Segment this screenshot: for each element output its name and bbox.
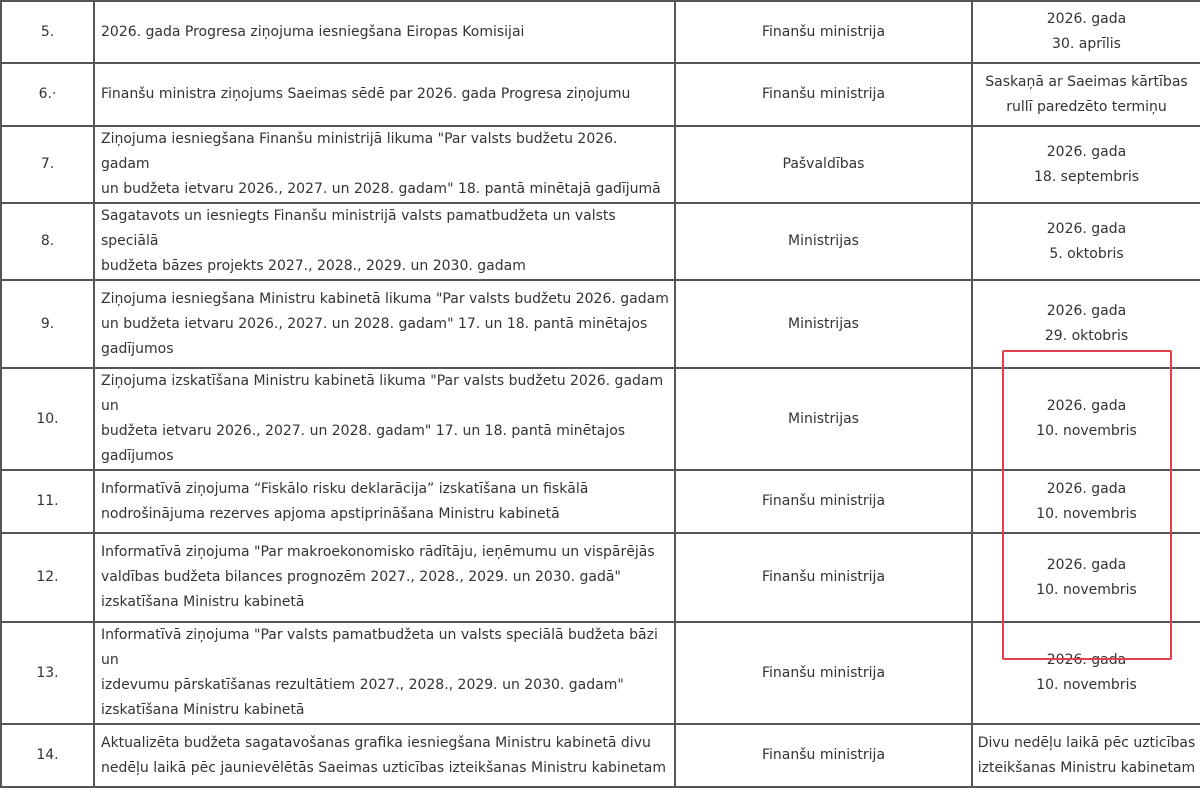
row-responsible: Ministrijas <box>675 368 972 470</box>
deadline-line: 30. aprīlis <box>1052 36 1121 52</box>
description-line: Informatīvā ziņojuma “Fiskālo risku deklarācija” izskatīšana un fiskālā <box>101 480 589 497</box>
description-line: izskatīšana Ministru kabinetā <box>101 702 305 718</box>
description-line: Ziņojuma iesniegšana Finanšu ministrijā likuma "Par valsts budžetu 2026. gadam <box>101 131 618 172</box>
description-line: un budžeta ietvaru 2026., 2027. un 2028. gadam" 17. un 18. pantā minētajos <box>101 315 648 332</box>
row-deadline <box>972 280 1200 368</box>
deadline-line: 2026. gada <box>1046 220 1127 237</box>
description-line: Informatīvā ziņojuma "Par makroekonomisko rādītāju, ieņēmumu un vispārējās <box>101 544 655 560</box>
description-line: Ziņojuma izskatīšana Ministru kabinetā likuma "Par valsts budžetu 2026. gadam un <box>101 373 664 414</box>
row-description <box>94 470 675 533</box>
schedule-table-body <box>1 1 1200 787</box>
deadline-line: 2026. gada <box>1046 11 1127 27</box>
deadline-line: 18. septembris <box>1033 168 1140 185</box>
description-line: izdevumu pārskatīšanas rezultātiem 2027., 2028., 2029. un 2030. gadam" <box>101 677 624 693</box>
description-line: izskatīšana Ministru kabinetā <box>101 594 305 610</box>
row-number: 10. <box>1 368 94 470</box>
deadline-line: 29. oktobris <box>1044 328 1129 344</box>
deadline-line: 10. novembris <box>1036 581 1137 598</box>
deadline-line: Divu nedēļu laikā pēc uzticības <box>977 734 1196 751</box>
description-line: Ziņojuma iesniegšana Ministru kabinetā likuma "Par valsts budžetu 2026. gadam <box>101 290 669 307</box>
row-deadline <box>972 203 1200 280</box>
row-number: 6.· <box>1 63 94 126</box>
row-responsible: Finanšu ministrija <box>675 1 972 63</box>
table-row <box>1 126 1200 203</box>
row-number: 9. <box>1 280 94 368</box>
table-row <box>1 622 1200 724</box>
row-responsible: Finanšu ministrija <box>675 622 972 724</box>
deadline-line: 2026. gada <box>1046 652 1127 668</box>
description-line: budžeta ietvaru 2026., 2027. un 2028. gadam" 17. un 18. pantā minētajos <box>101 423 626 439</box>
row-responsible: Pašvaldības <box>675 126 972 203</box>
row-responsible: Finanšu ministrija <box>675 470 972 533</box>
table-row <box>1 203 1200 280</box>
row-number: 7. <box>1 126 94 203</box>
description-line: gadījumos <box>101 448 174 464</box>
description-line: valdības budžeta bilances prognozēm 2027., 2028., 2029. un 2030. gadā" <box>101 569 621 585</box>
row-deadline <box>972 533 1200 622</box>
description-line: nodrošinājuma rezerves apjoma apstiprināšana Ministru kabinetā <box>101 505 560 522</box>
row-number: 12. <box>1 533 94 622</box>
row-description <box>94 1 675 63</box>
row-description <box>94 126 675 203</box>
description-line: nedēļu laikā pēc jaunievēlētās Saeimas uzticības izteikšanas Ministru kabinetam <box>101 759 667 776</box>
row-description <box>94 622 675 724</box>
table-row <box>1 1 1200 63</box>
deadline-line: 2026. gada <box>1046 143 1127 160</box>
table-row <box>1 470 1200 533</box>
row-deadline <box>972 470 1200 533</box>
table-row <box>1 368 1200 470</box>
row-description <box>94 280 675 368</box>
description-line: Informatīvā ziņojuma "Par valsts pamatbudžeta un valsts speciālā budžeta bāzi un <box>101 627 658 668</box>
description-line: gadījumos <box>101 340 174 357</box>
deadline-line: 10. novembris <box>1036 505 1137 522</box>
description-line: un budžeta ietvaru 2026., 2027. un 2028. gadam" 18. pantā minētajā gadījumā <box>101 181 661 197</box>
row-number: 13. <box>1 622 94 724</box>
row-responsible: Ministrijas <box>675 280 972 368</box>
table-row <box>1 63 1200 126</box>
row-deadline <box>972 622 1200 724</box>
row-responsible: Finanšu ministrija <box>675 63 972 126</box>
row-description <box>94 533 675 622</box>
deadline-line: 2026. gada <box>1046 303 1127 319</box>
row-number: 14. <box>1 724 94 787</box>
table-row <box>1 280 1200 368</box>
row-number: 8. <box>1 203 94 280</box>
deadline-line: rullī paredzēto termiņu <box>1006 98 1167 115</box>
row-description <box>94 63 675 126</box>
deadline-line: 10. novembris <box>1036 677 1137 693</box>
row-description <box>94 368 675 470</box>
row-deadline <box>972 63 1200 126</box>
description-line: Aktualizēta budžeta sagatavošanas grafika iesniegšana Ministru kabinetā divu <box>101 734 651 751</box>
row-description <box>94 724 675 787</box>
row-description <box>94 203 675 280</box>
description-line: 2026. gada Progresa ziņojuma iesniegšana Eiropas Komisijai <box>101 23 525 40</box>
row-deadline <box>972 1 1200 63</box>
description-line: budžeta bāzes projekts 2027., 2028., 2029. un 2030. gadam <box>101 258 526 274</box>
row-responsible: Finanšu ministrija <box>675 533 972 622</box>
row-deadline <box>972 126 1200 203</box>
deadline-line: izteikšanas Ministru kabinetam <box>977 759 1196 776</box>
row-number: 5. <box>1 1 94 63</box>
deadline-line: Saskaņā ar Saeimas kārtības <box>985 73 1188 90</box>
deadline-line: 10. novembris <box>1036 423 1137 439</box>
row-responsible: Finanšu ministrija <box>675 724 972 787</box>
description-line: Sagatavots un iesniegts Finanšu ministrijā valsts pamatbudžeta un valsts speciālā <box>101 208 616 249</box>
row-deadline <box>972 724 1200 787</box>
table-row <box>1 533 1200 622</box>
deadline-line: 2026. gada <box>1046 556 1127 573</box>
table-row <box>1 724 1200 787</box>
deadline-line: 5. oktobris <box>1049 245 1124 262</box>
deadline-line: 2026. gada <box>1046 480 1127 497</box>
row-deadline <box>972 368 1200 470</box>
description-line: Finanšu ministra ziņojums Saeimas sēdē par 2026. gada Progresa ziņojumu <box>101 86 631 102</box>
deadline-line: 2026. gada <box>1046 398 1127 414</box>
row-number: 11. <box>1 470 94 533</box>
row-responsible: Ministrijas <box>675 203 972 280</box>
